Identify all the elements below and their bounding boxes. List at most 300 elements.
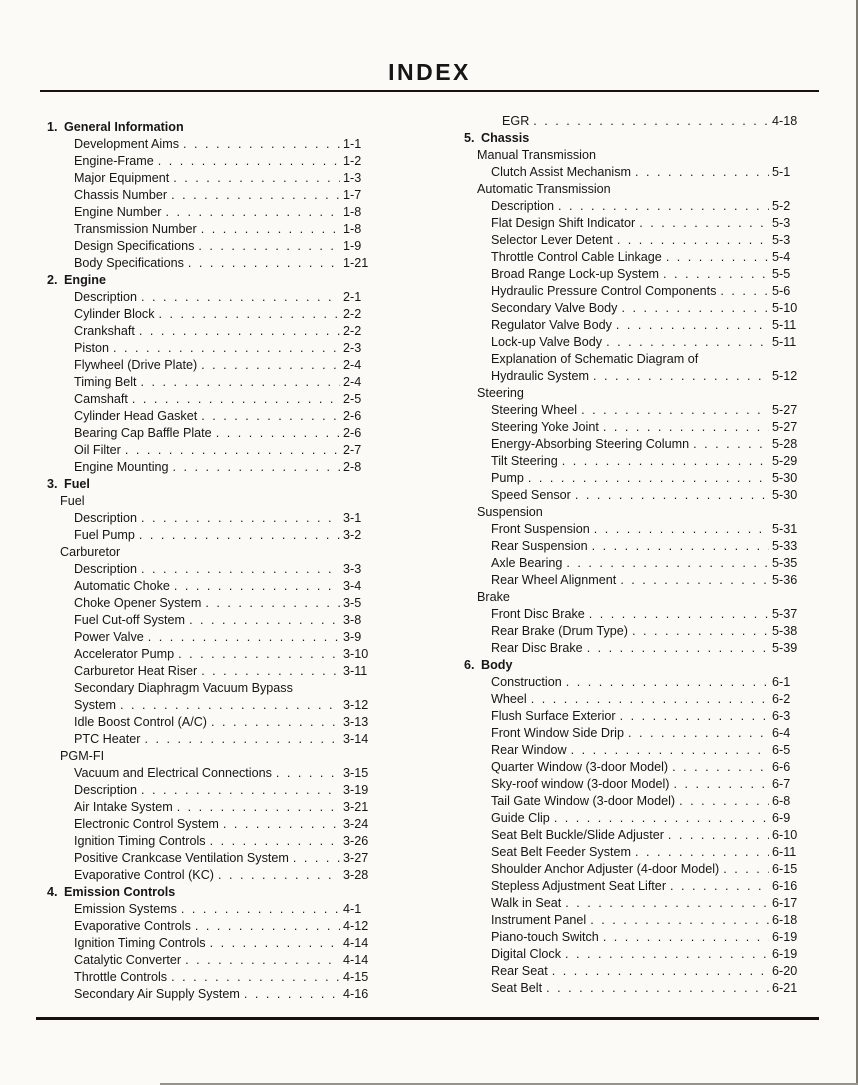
index-entry bbox=[464, 640, 806, 657]
dot-leader bbox=[173, 459, 340, 476]
dot-leader bbox=[628, 725, 769, 742]
dot-leader bbox=[125, 442, 340, 459]
page-number: 5-10 bbox=[772, 301, 798, 315]
entry-label: Energy-Absorbing Steering Column bbox=[491, 437, 690, 451]
dot-leader bbox=[528, 470, 769, 487]
page-number: 6-20 bbox=[772, 964, 798, 978]
entry-label: Description bbox=[491, 199, 554, 213]
page-number: 5-28 bbox=[772, 437, 798, 451]
section-title: General Information bbox=[64, 120, 184, 134]
entry-label: Explanation of Schematic Diagram of bbox=[491, 352, 699, 366]
subsection-label: Fuel bbox=[60, 494, 85, 508]
index-entry bbox=[464, 946, 806, 963]
entry-label: Tilt Steering bbox=[491, 454, 558, 468]
dot-leader bbox=[139, 527, 340, 544]
index-entry bbox=[464, 487, 806, 504]
dot-leader bbox=[594, 521, 769, 538]
page-number: 5-6 bbox=[772, 284, 791, 298]
entry-label: Regulator Valve Body bbox=[491, 318, 612, 332]
index-entry bbox=[47, 663, 377, 680]
dot-leader bbox=[139, 323, 340, 340]
page-number: 6-15 bbox=[772, 862, 798, 876]
dot-leader bbox=[723, 861, 769, 878]
dot-leader bbox=[145, 731, 341, 748]
index-entry bbox=[464, 521, 806, 538]
dot-leader bbox=[603, 419, 769, 436]
dot-leader bbox=[174, 578, 340, 595]
subsection-label: Manual Transmission bbox=[477, 148, 596, 162]
index-entry bbox=[47, 901, 377, 918]
entry-label: Quarter Window (3-door Model) bbox=[491, 760, 669, 774]
page-number: 5-39 bbox=[772, 641, 798, 655]
page-number: 5-29 bbox=[772, 454, 798, 468]
dot-leader bbox=[201, 221, 340, 238]
dot-leader bbox=[617, 232, 769, 249]
index-entry bbox=[464, 266, 806, 283]
index-entry bbox=[464, 164, 806, 181]
entry-label: Engine Mounting bbox=[74, 460, 169, 474]
dot-leader bbox=[668, 827, 769, 844]
dot-leader bbox=[148, 629, 340, 646]
subsection-heading bbox=[464, 385, 806, 402]
index-entry bbox=[464, 878, 806, 895]
entry-label: Selector Lever Detent bbox=[491, 233, 613, 247]
dot-leader bbox=[171, 187, 340, 204]
page-number: 6-2 bbox=[772, 692, 791, 706]
entry-label: Carburetor Heat Riser bbox=[74, 664, 198, 678]
page-number: 6-18 bbox=[772, 913, 798, 927]
page-number: 4-12 bbox=[343, 919, 369, 933]
section-title: Body bbox=[481, 658, 513, 672]
dot-leader bbox=[565, 946, 769, 963]
entry-label: Wheel bbox=[491, 692, 527, 706]
entry-label: Piano-touch Switch bbox=[491, 930, 599, 944]
section-number: 6. bbox=[464, 658, 475, 672]
entry-label: Steering Yoke Joint bbox=[491, 420, 599, 434]
index-entry bbox=[47, 340, 377, 357]
dot-leader bbox=[606, 334, 769, 351]
index-entry bbox=[464, 555, 806, 572]
dot-leader bbox=[673, 776, 769, 793]
page-number: 4-15 bbox=[343, 970, 369, 984]
dot-leader bbox=[565, 895, 769, 912]
index-entry bbox=[47, 867, 377, 884]
page-number: 6-10 bbox=[772, 828, 798, 842]
section-number: 2. bbox=[47, 273, 58, 287]
subsection-label: Brake bbox=[477, 590, 510, 604]
page-number: 4-18 bbox=[772, 114, 798, 128]
dot-leader bbox=[177, 799, 340, 816]
entry-label: Evaporative Controls bbox=[74, 919, 191, 933]
dot-leader bbox=[183, 136, 340, 153]
page-number: 5-3 bbox=[772, 216, 791, 230]
page-number: 6-6 bbox=[772, 760, 791, 774]
page-number: 2-1 bbox=[343, 290, 362, 304]
entry-label: Rear Suspension bbox=[491, 539, 588, 553]
dot-leader bbox=[159, 306, 341, 323]
page-number: 1-8 bbox=[343, 205, 362, 219]
page-number: 6-8 bbox=[772, 794, 791, 808]
entry-label: Clutch Assist Mechanism bbox=[491, 165, 631, 179]
dot-leader bbox=[171, 969, 340, 986]
section-heading bbox=[47, 476, 377, 493]
entry-label: Hydraulic Pressure Control Components bbox=[491, 284, 717, 298]
section-title: Chassis bbox=[481, 131, 530, 145]
dot-leader bbox=[195, 918, 340, 935]
dot-leader bbox=[158, 153, 340, 170]
page-number: 5-36 bbox=[772, 573, 798, 587]
dot-leader bbox=[620, 572, 769, 589]
entry-label: Positive Crankcase Ventilation System bbox=[74, 851, 289, 865]
section-heading bbox=[464, 130, 806, 147]
page-number: 6-11 bbox=[772, 845, 797, 859]
dot-leader bbox=[531, 691, 769, 708]
index-entry bbox=[47, 646, 377, 663]
index-entry bbox=[464, 470, 806, 487]
page-number: 3-9 bbox=[343, 630, 362, 644]
dot-leader bbox=[198, 238, 340, 255]
dot-leader bbox=[132, 391, 340, 408]
page-number: 3-5 bbox=[343, 596, 362, 610]
index-entry bbox=[464, 929, 806, 946]
entry-label: EGR bbox=[502, 114, 530, 128]
bottom-rule bbox=[36, 1017, 819, 1020]
index-entry bbox=[464, 725, 806, 742]
entry-label: Body Specifications bbox=[74, 256, 184, 270]
dot-leader bbox=[575, 487, 769, 504]
dot-leader bbox=[201, 357, 340, 374]
entry-label: Camshaft bbox=[74, 392, 128, 406]
entry-label: Rear Wheel Alignment bbox=[491, 573, 617, 587]
dot-leader bbox=[587, 640, 769, 657]
page-number: 3-2 bbox=[343, 528, 362, 542]
page-number: 1-3 bbox=[343, 171, 362, 185]
entry-label: System bbox=[74, 698, 116, 712]
dot-leader bbox=[590, 912, 769, 929]
entry-label: Fuel Pump bbox=[74, 528, 135, 542]
index-entry bbox=[464, 623, 806, 640]
index-entry bbox=[47, 255, 377, 272]
index-entry bbox=[47, 578, 377, 595]
dot-leader bbox=[603, 929, 769, 946]
page-number: 1-1 bbox=[343, 137, 362, 151]
dot-leader bbox=[672, 759, 769, 776]
page-number: 5-37 bbox=[772, 607, 798, 621]
page-number: 5-31 bbox=[772, 522, 798, 536]
page-number: 6-21 bbox=[772, 981, 798, 995]
index-entry bbox=[47, 391, 377, 408]
section-number: 1. bbox=[47, 120, 58, 134]
section-heading bbox=[47, 272, 377, 289]
entry-label: Ignition Timing Controls bbox=[74, 936, 206, 950]
index-entry bbox=[47, 697, 377, 714]
index-entry bbox=[47, 374, 377, 391]
dot-leader bbox=[178, 646, 340, 663]
page-number: 2-2 bbox=[343, 324, 362, 338]
subsection-label: Steering bbox=[477, 386, 524, 400]
index-entry bbox=[464, 300, 806, 317]
entry-label: Bearing Cap Baffle Plate bbox=[74, 426, 212, 440]
entry-label: Piston bbox=[74, 341, 110, 355]
subsection-heading bbox=[464, 504, 806, 521]
index-entry bbox=[47, 935, 377, 952]
entry-label: Development Aims bbox=[74, 137, 179, 151]
index-entry bbox=[464, 793, 806, 810]
section-number: 4. bbox=[47, 885, 58, 899]
index-entry bbox=[47, 187, 377, 204]
dot-leader bbox=[552, 963, 769, 980]
dot-leader bbox=[276, 765, 340, 782]
dot-leader bbox=[210, 833, 340, 850]
entry-label: Flywheel (Drive Plate) bbox=[74, 358, 198, 372]
index-entry bbox=[464, 538, 806, 555]
page-number: 6-3 bbox=[772, 709, 791, 723]
entry-label: Seat Belt Buckle/Slide Adjuster bbox=[491, 828, 664, 842]
page-number: 5-4 bbox=[772, 250, 791, 264]
entry-label: Transmission Number bbox=[74, 222, 197, 236]
index-entry bbox=[47, 136, 377, 153]
page-number: 4-1 bbox=[343, 902, 362, 916]
dot-leader bbox=[546, 980, 769, 997]
entry-label: Seat Belt Feeder System bbox=[491, 845, 631, 859]
page-number: 5-27 bbox=[772, 420, 798, 434]
dot-leader bbox=[720, 283, 769, 300]
entry-label: Description bbox=[74, 290, 137, 304]
entry-label: PTC Heater bbox=[74, 732, 141, 746]
dot-leader bbox=[120, 697, 340, 714]
index-entry bbox=[464, 844, 806, 861]
dot-leader bbox=[185, 952, 340, 969]
entry-label: Description bbox=[74, 783, 137, 797]
index-entry bbox=[464, 827, 806, 844]
page-number: 1-7 bbox=[343, 188, 362, 202]
entry-label: Seat Belt bbox=[491, 981, 543, 995]
index-entry bbox=[47, 612, 377, 629]
entry-label: Construction bbox=[491, 675, 562, 689]
index-entry bbox=[464, 776, 806, 793]
index-entry bbox=[464, 198, 806, 215]
index-entry bbox=[47, 204, 377, 221]
page-number: 3-1 bbox=[343, 511, 362, 525]
dot-leader bbox=[620, 708, 769, 725]
subsection-label: PGM-FI bbox=[60, 749, 105, 763]
entry-label: Secondary Diaphragm Vacuum Bypass bbox=[74, 681, 293, 695]
page-number: 3-10 bbox=[343, 647, 369, 661]
page-number: 4-16 bbox=[343, 987, 369, 1001]
index-entry bbox=[47, 782, 377, 799]
page-number: 2-8 bbox=[343, 460, 362, 474]
page-number: 3-4 bbox=[343, 579, 362, 593]
entry-label: Secondary Air Supply System bbox=[74, 987, 240, 1001]
dot-leader bbox=[621, 300, 769, 317]
entry-label: Rear Window bbox=[491, 743, 567, 757]
index-entry bbox=[47, 527, 377, 544]
dot-leader bbox=[562, 453, 769, 470]
entry-label: Lock-up Valve Body bbox=[491, 335, 603, 349]
page-number: 5-11 bbox=[772, 335, 797, 349]
index-column-right bbox=[464, 113, 806, 997]
dot-leader bbox=[218, 867, 340, 884]
section-number: 5. bbox=[464, 131, 475, 145]
section-heading bbox=[47, 884, 377, 901]
entry-label: Description bbox=[74, 562, 137, 576]
page-number: 6-17 bbox=[772, 896, 798, 910]
dot-leader bbox=[141, 510, 340, 527]
dot-leader bbox=[141, 289, 340, 306]
dot-leader bbox=[635, 844, 769, 861]
page-number: 5-38 bbox=[772, 624, 798, 638]
dot-leader bbox=[173, 170, 340, 187]
index-entry bbox=[47, 357, 377, 374]
page-number: 3-11 bbox=[343, 664, 368, 678]
entry-label: Cylinder Head Gasket bbox=[74, 409, 198, 423]
page-number: 2-4 bbox=[343, 358, 362, 372]
page-number: 5-35 bbox=[772, 556, 798, 570]
entry-label: Tail Gate Window (3-door Model) bbox=[491, 794, 676, 808]
dot-leader bbox=[632, 623, 769, 640]
dot-leader bbox=[589, 606, 769, 623]
dot-leader bbox=[533, 113, 769, 130]
subsection-label: Automatic Transmission bbox=[477, 182, 611, 196]
index-entry bbox=[464, 368, 806, 385]
index-entry bbox=[47, 714, 377, 731]
index-entry bbox=[464, 606, 806, 623]
entry-label: Throttle Control Cable Linkage bbox=[491, 250, 662, 264]
entry-label: Description bbox=[74, 511, 137, 525]
dot-leader bbox=[616, 317, 769, 334]
page-number: 6-9 bbox=[772, 811, 791, 825]
page-number: 6-19 bbox=[772, 947, 798, 961]
index-entry bbox=[464, 674, 806, 691]
index-entry bbox=[47, 323, 377, 340]
page-number: 3-14 bbox=[343, 732, 369, 746]
index-entry bbox=[464, 419, 806, 436]
subsection-heading bbox=[47, 544, 377, 561]
subsection-heading bbox=[47, 493, 377, 510]
index-entry bbox=[47, 289, 377, 306]
index-entry bbox=[47, 221, 377, 238]
dot-leader bbox=[581, 402, 769, 419]
page-number: 5-30 bbox=[772, 488, 798, 502]
entry-label: Timing Belt bbox=[74, 375, 137, 389]
dot-leader bbox=[141, 782, 340, 799]
dot-leader bbox=[592, 538, 769, 555]
page-number: 5-1 bbox=[772, 165, 791, 179]
entry-label: Fuel Cut-off System bbox=[74, 613, 186, 627]
index-entry bbox=[47, 238, 377, 255]
entry-label: Engine Number bbox=[74, 205, 162, 219]
entry-label: Design Specifications bbox=[74, 239, 195, 253]
index-entry bbox=[464, 963, 806, 980]
index-entry bbox=[464, 232, 806, 249]
page-number: 6-1 bbox=[772, 675, 791, 689]
dot-leader bbox=[639, 215, 769, 232]
entry-label: Axle Bearing bbox=[491, 556, 563, 570]
page-number: 2-6 bbox=[343, 409, 362, 423]
index-entry bbox=[47, 833, 377, 850]
entry-label: Guide Clip bbox=[491, 811, 550, 825]
page-number: 5-5 bbox=[772, 267, 791, 281]
page-number: 3-19 bbox=[343, 783, 369, 797]
page-number: 3-28 bbox=[343, 868, 369, 882]
page-number: 3-13 bbox=[343, 715, 369, 729]
dot-leader bbox=[554, 810, 769, 827]
index-entry bbox=[464, 980, 806, 997]
index-entry bbox=[47, 442, 377, 459]
entry-label: Chassis Number bbox=[74, 188, 168, 202]
entry-label: Power Valve bbox=[74, 630, 144, 644]
section-title: Engine bbox=[64, 273, 106, 287]
page-number: 6-4 bbox=[772, 726, 791, 740]
index-entry bbox=[464, 572, 806, 589]
section-heading bbox=[47, 119, 377, 136]
index-entry bbox=[47, 595, 377, 612]
dot-leader bbox=[141, 561, 340, 578]
dot-leader bbox=[593, 368, 769, 385]
page-number: 6-7 bbox=[772, 777, 791, 791]
entry-label: Electronic Control System bbox=[74, 817, 219, 831]
dot-leader bbox=[666, 249, 769, 266]
index-entry bbox=[47, 952, 377, 969]
dot-leader bbox=[571, 742, 769, 759]
index-entry bbox=[464, 912, 806, 929]
dot-leader bbox=[211, 714, 340, 731]
section-title: Fuel bbox=[64, 477, 90, 491]
page-number: 6-5 bbox=[772, 743, 791, 757]
index-entry bbox=[464, 334, 806, 351]
entry-label: Instrument Panel bbox=[491, 913, 587, 927]
dot-leader bbox=[670, 878, 769, 895]
dot-leader bbox=[166, 204, 340, 221]
dot-leader bbox=[566, 674, 769, 691]
entry-label: Evaporative Control (KC) bbox=[74, 868, 214, 882]
subsection-label: Suspension bbox=[477, 505, 543, 519]
subsection-heading bbox=[464, 589, 806, 606]
entry-label: Flat Design Shift Indicator bbox=[491, 216, 636, 230]
entry-label: Crankshaft bbox=[74, 324, 135, 338]
dot-leader bbox=[293, 850, 340, 867]
index-entry bbox=[47, 816, 377, 833]
index-entry-wrap-line bbox=[47, 680, 377, 697]
index-column-left bbox=[47, 119, 377, 1003]
entry-label: Digital Clock bbox=[491, 947, 561, 961]
page-number: 5-27 bbox=[772, 403, 798, 417]
dot-leader bbox=[566, 555, 769, 572]
dot-leader bbox=[558, 198, 769, 215]
page-number: 4-14 bbox=[343, 936, 369, 950]
index-entry bbox=[464, 759, 806, 776]
entry-label: Catalytic Converter bbox=[74, 953, 182, 967]
entry-label: Engine-Frame bbox=[74, 154, 154, 168]
page-number: 5-33 bbox=[772, 539, 798, 553]
page-number: 3-21 bbox=[343, 800, 369, 814]
entry-label: Steering Wheel bbox=[491, 403, 578, 417]
page-number: 2-3 bbox=[343, 341, 362, 355]
page-number: 1-21 bbox=[343, 256, 369, 270]
index-entry bbox=[47, 561, 377, 578]
dot-leader bbox=[679, 793, 769, 810]
dot-leader bbox=[223, 816, 340, 833]
entry-label: Cylinder Block bbox=[74, 307, 155, 321]
index-entry bbox=[464, 895, 806, 912]
page-number: 3-26 bbox=[343, 834, 369, 848]
entry-label: Broad Range Lock-up System bbox=[491, 267, 660, 281]
index-entry bbox=[464, 742, 806, 759]
entry-label: Secondary Valve Body bbox=[491, 301, 618, 315]
entry-label: Idle Boost Control (A/C) bbox=[74, 715, 207, 729]
page-number: 6-16 bbox=[772, 879, 798, 893]
index-entry bbox=[47, 459, 377, 476]
